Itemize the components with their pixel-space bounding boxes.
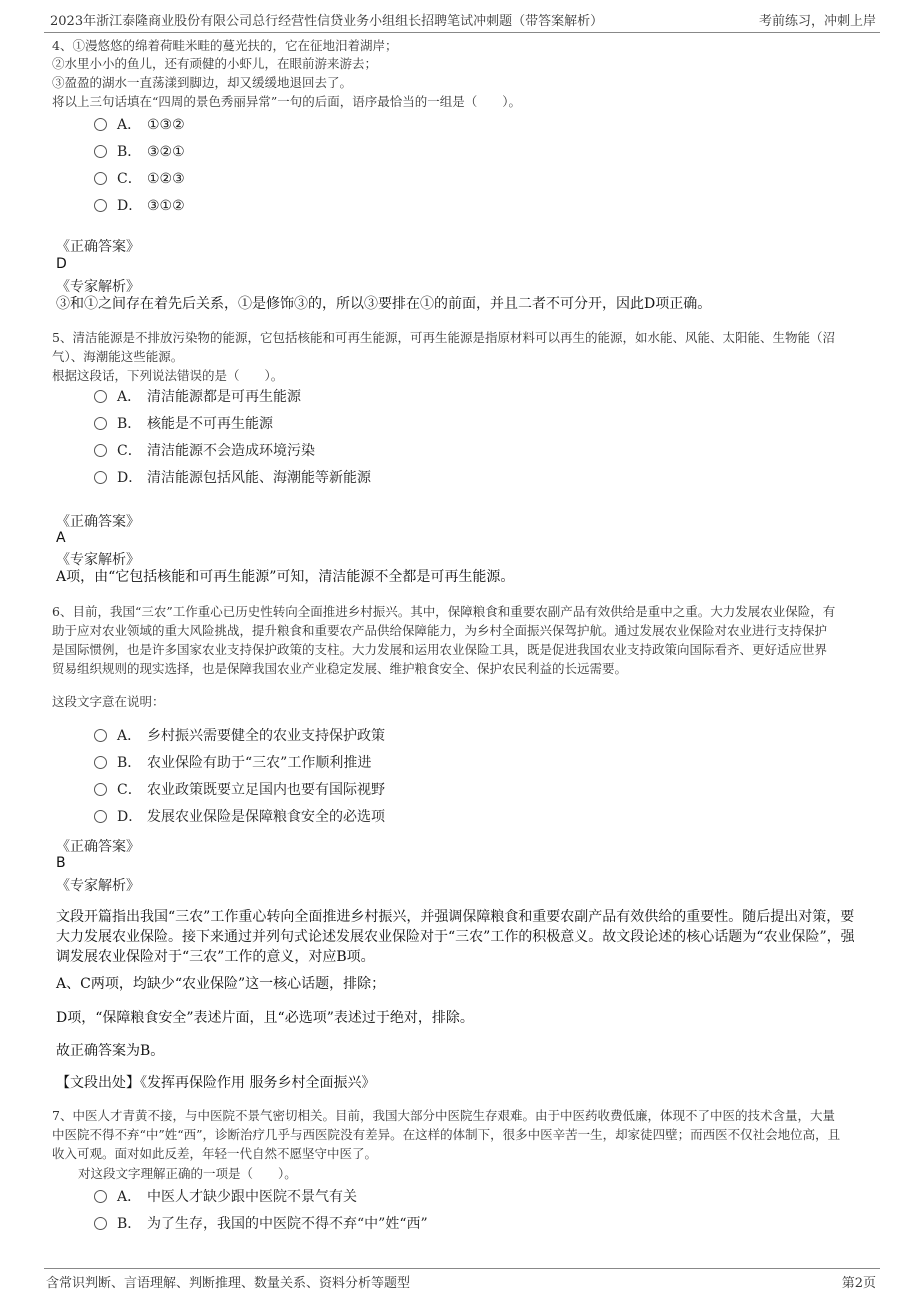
q4-line2: ②水里小小的鱼儿，还有顽健的小虾儿，在眼前游来游去； <box>52 56 378 71</box>
q5-option-d[interactable]: D． 清洁能源包括风能、海潮能等新能源 <box>94 467 371 489</box>
footer-description: 含常识判断、言语理解、判断推理、数量关系、资料分析等题型 <box>46 1276 411 1291</box>
q7-option-a[interactable]: A． 中医人才缺少跟中医院不景气有关 <box>94 1186 357 1208</box>
radio-icon[interactable] <box>94 417 107 430</box>
q7-line3: 收入可观。面对如此反差，年轻一代自然不愿坚守中医了。 <box>52 1146 378 1161</box>
radio-icon[interactable] <box>94 1217 107 1230</box>
q4-line3: ③盈盈的湖水一直荡漾到脚边，却又缓缓地退回去了。 <box>52 75 353 90</box>
q6-line4: 贸易组织规则的现实选择，也是保障我国农业产业稳定发展、维护粮食安全、保护农民利益的长远需要。 <box>52 661 628 676</box>
radio-icon[interactable] <box>94 390 107 403</box>
radio-icon[interactable] <box>94 471 107 484</box>
q5-analysis-title: 《专家解析》 <box>56 552 140 568</box>
q4-line1: 4、①漫悠悠的绵着荷畦米畦的蔓光扶的，它在征地汨着湖岸； <box>52 38 398 53</box>
q5-analysis: A项，由“它包括核能和可再生能源”可知，清洁能源不全都是可再生能源。 <box>56 569 515 585</box>
radio-icon[interactable] <box>94 756 107 769</box>
q4-option-c[interactable]: C． ①②③ <box>94 168 185 190</box>
q4-option-b[interactable]: B． ③②① <box>94 141 185 163</box>
q6-line2: 助于应对农业领域的重大风险挑战，提升粮食和重要农产品供给保障能力，为乡村全面振兴保驾护航。通过发展农业保险对农业进行支持保护 <box>52 623 828 638</box>
q6-analysis-title: 《专家解析》 <box>56 878 140 894</box>
q6-answer-title: 《正确答案》 <box>56 839 140 855</box>
q5-option-b[interactable]: B． 核能是不可再生能源 <box>94 413 273 435</box>
page-header <box>0 0 920 34</box>
q6-analysis-ac: A、C两项，均缺少“农业保险”这一核心话题，排除； <box>56 976 386 992</box>
page-number: 第2页 <box>841 1276 876 1291</box>
footer-divider <box>44 1268 880 1269</box>
radio-icon[interactable] <box>94 783 107 796</box>
q5-line2: 气）、海潮能这些能源。 <box>52 349 184 364</box>
radio-icon[interactable] <box>94 1190 107 1203</box>
q6-line3: 是国际惯例，也是许多国家农业支持保护政策的支柱。大力发展和运用农业保险工具，既是促进我国农业支持政策向国际看齐、更好适应世界 <box>52 642 828 657</box>
document-title: 2023年浙江泰隆商业股份有限公司总行经营性信贷业务小组组长招聘笔试冲刺题（带答案解析） <box>50 14 604 29</box>
q7-option-b[interactable]: B． 为了生存，我国的中医院不得不弃“中”姓“西” <box>94 1213 428 1235</box>
q6-line1: 6、目前，我国“三农”工作重心已历史性转向全面推进乡村振兴。其中，保障粮食和重要农副产品有效供给是重中之重。大力发展农业保险，有 <box>52 604 836 619</box>
q4-option-d[interactable]: D． ③①② <box>94 195 185 217</box>
q4-answer: D <box>56 256 67 272</box>
radio-icon[interactable] <box>94 145 107 158</box>
q5-option-a[interactable]: A． 清洁能源都是可再生能源 <box>94 386 301 408</box>
q5-answer: A <box>56 530 66 546</box>
q6-option-c[interactable]: C． 农业政策既要立足国内也要有国际视野 <box>94 779 385 801</box>
q4-stem: 将以上三句话填在“四周的景色秀丽异常”一句的后面，语序最恰当的一组是（ ）。 <box>52 94 522 109</box>
radio-icon[interactable] <box>94 810 107 823</box>
q5-option-c[interactable]: C． 清洁能源不会造成环境污染 <box>94 440 315 462</box>
q6-option-a[interactable]: A． 乡村振兴需要健全的农业支持保护政策 <box>94 725 385 747</box>
q4-answer-title: 《正确答案》 <box>56 239 140 255</box>
header-divider <box>44 32 880 33</box>
q7-line2: 中医院不得不弃“中”姓“西”，诊断治疗几乎与西医院没有差异。在这样的体制下，很多中医辛苦一生，却家徒四壁；而西医不仅社会地位高，且 <box>52 1127 841 1142</box>
q4-analysis: ③和①之间存在着先后关系，①是修饰③的，所以③要排在①的前面，并且二者不可分开，因此D项正确。 <box>56 296 712 312</box>
q6-option-b[interactable]: B． 农业保险有助于“三农”工作顺利推进 <box>94 752 371 774</box>
radio-icon[interactable] <box>94 199 107 212</box>
radio-icon[interactable] <box>94 118 107 131</box>
radio-icon[interactable] <box>94 729 107 742</box>
q5-stem: 根据这段话，下列说法错误的是（ ）。 <box>52 368 284 383</box>
q7-line1: 7、中医人才青黄不接，与中医院不景气密切相关。目前，我国大部分中医院生存艰难。由于中医药收费低廉，体现不了中医的技术含量，大量 <box>52 1108 835 1123</box>
q6-stem: 这段文字意在说明： <box>52 694 165 709</box>
radio-icon[interactable] <box>94 172 107 185</box>
q4-option-a[interactable]: A． ①③② <box>94 114 185 136</box>
q5-line1: 5、清洁能源是不排放污染物的能源，它包括核能和可再生能源，可再生能源是指原材料可以再生的能源，如水能、风能、太阳能、生物能（沼 <box>52 330 835 345</box>
q6-option-d[interactable]: D． 发展农业保险是保障粮食安全的必选项 <box>94 806 385 828</box>
q7-stem: 对这段文字理解正确的一项是（ ）。 <box>78 1166 297 1181</box>
q6-analysis-conclusion: 故正确答案为B。 <box>56 1043 165 1059</box>
q6-answer: B <box>56 855 66 871</box>
q6-analysis-d: D项，“保障粮食安全”表述片面，且“必选项”表述过于绝对，排除。 <box>56 1010 474 1026</box>
q6-analysis-main: 文段开篇指出我国“三农”工作重心转向全面推进乡村振兴，并强调保障粮食和重要农副产品有效供给的重要性。随后提出对策，要大力发展农业保险。接下来通过并列句式论述发展农业保险对于“三农”工作的积极意义。故文段论述的核心话题为“农业保险”，强调发展农业保险对于“三农”工作的意义，对应B项。 <box>56 909 855 965</box>
q6-source: 【文段出处】《发挥再保险作用 服务乡村全面振兴》 <box>56 1075 376 1091</box>
radio-icon[interactable] <box>94 444 107 457</box>
q5-answer-title: 《正确答案》 <box>56 514 140 530</box>
header-slogan: 考前练习，冲刺上岸 <box>758 14 876 29</box>
q4-analysis-title: 《专家解析》 <box>56 279 140 295</box>
